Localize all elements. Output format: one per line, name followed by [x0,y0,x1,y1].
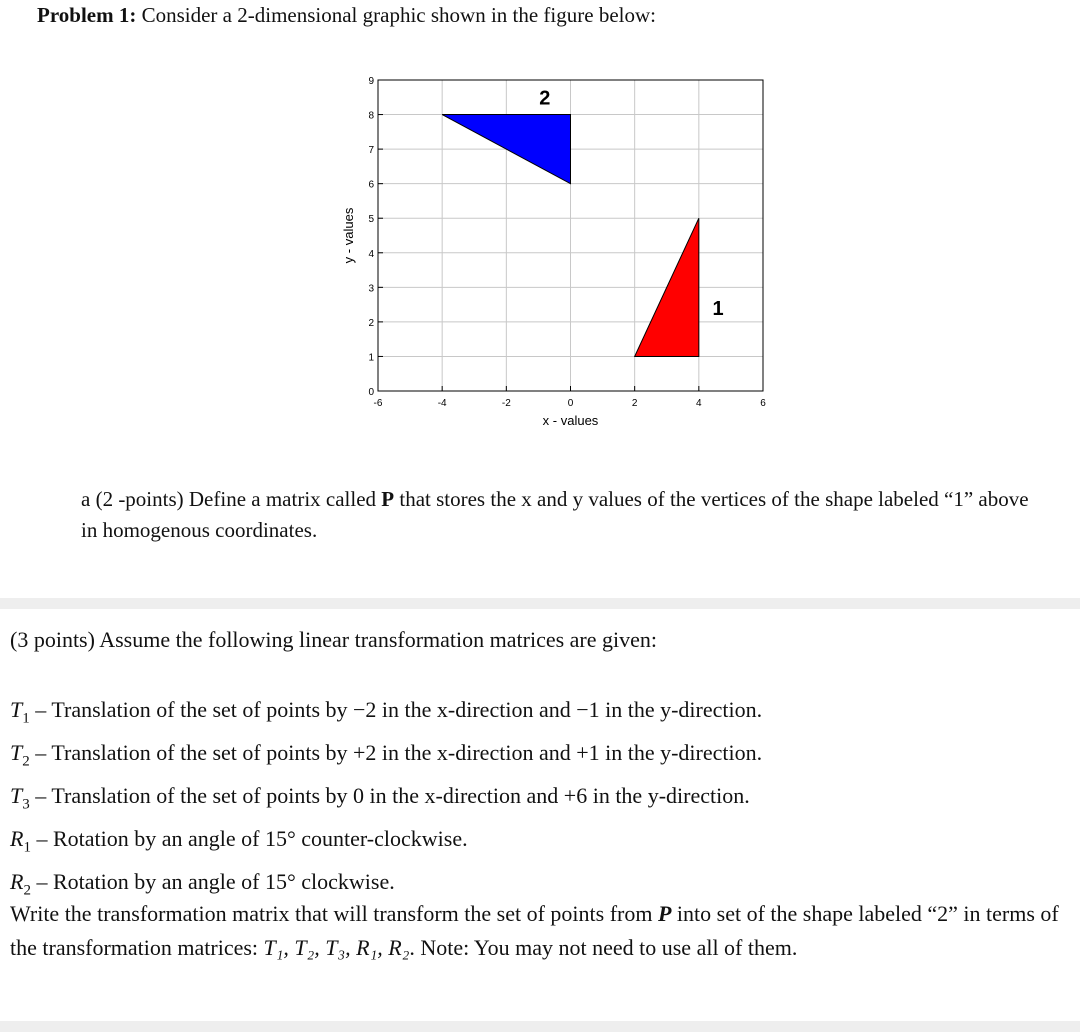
transform-item [10,779,762,822]
shape-label-2: 2 [539,87,551,110]
transform-item [10,736,762,779]
x-tick-label: 2 [631,398,638,409]
x-axis-label: x - values [542,413,599,428]
problem-label: Problem 1: [37,3,137,27]
transform-symbol: $T_3$ [10,782,30,813]
transform-description: – Translation of the set of points by −2 in the x-direction and −1 in the y-direction. [29,697,763,722]
question-end: . Note: You may not need to use all of them. [409,934,798,960]
y-tick-label: 8 [368,110,374,122]
y-tick-label: 6 [368,179,374,191]
x-tick-label: 4 [696,398,702,409]
transform-description: – Translation of the set of points by 0 in the x-direction and +6 in the y-direction. [29,782,750,808]
part-b-heading: (3 points) Assume the following linear transformation matrices are given: [10,627,658,652]
question-matrix-name: P [657,901,672,926]
y-tick-label: 3 [368,283,374,295]
bottom-divider [0,1021,1080,1032]
question-text [10,897,1060,964]
y-tick-label: 5 [368,214,374,226]
transform-description: – Rotation by an angle of 15° clockwise. [30,868,395,894]
question-start: Write the transformation matrix that will transform the set of points from [10,901,658,926]
problem-intro: Consider a 2-dimensional graphic shown in the figure below: [136,3,656,27]
part-a-prefix: a (2 -points) Define a matrix called [81,487,382,511]
part-a-matrix-name: P [381,487,395,511]
x-tick-label: -2 [501,398,511,409]
transform-list [10,693,762,907]
y-axis-label: y - values [341,207,356,264]
x-tick-label: 0 [567,398,574,409]
transform-item [10,693,762,736]
transform-description: – Translation of the set of points by +2 in the x-direction and +1 in the y-direction. [29,739,763,765]
y-tick-label: 9 [368,76,374,87]
transform-symbol: $R_2$ [10,868,31,898]
question-mid: into set of the shape labeled “2” in terms of the transformation matrices: [10,901,1059,960]
y-tick-label: 2 [368,317,374,329]
problem-title [37,2,656,28]
section-divider [0,598,1080,609]
part-a-suffix: that stores the x and y values of the vertices of the shape labeled “1” above in homogenous coordinates. [81,487,1029,542]
question-symbols: T₁, T₂, T₃, R₁, R₂ [263,934,410,960]
y-tick-label: 1 [368,352,374,364]
y-tick-label: 0 [368,387,374,398]
transform-symbol: $R_1$ [10,825,31,856]
shapes [442,87,723,356]
x-tick-label: 6 [760,398,766,409]
transform-symbol: $T_2$ [10,739,30,770]
x-tick-label: -6 [373,398,383,409]
transform-symbol: $T_1$ [10,697,30,727]
y-tick-label: 4 [368,248,374,260]
part-a-text [81,484,1041,546]
shape-label-1: 1 [712,298,724,321]
transform-item [10,822,762,865]
coordinate-plot [335,72,785,462]
y-tick-label: 7 [368,145,374,157]
x-tick-label: -4 [437,398,447,409]
transform-description: – Rotation by an angle of 15° counter-clockwise. [30,825,468,851]
